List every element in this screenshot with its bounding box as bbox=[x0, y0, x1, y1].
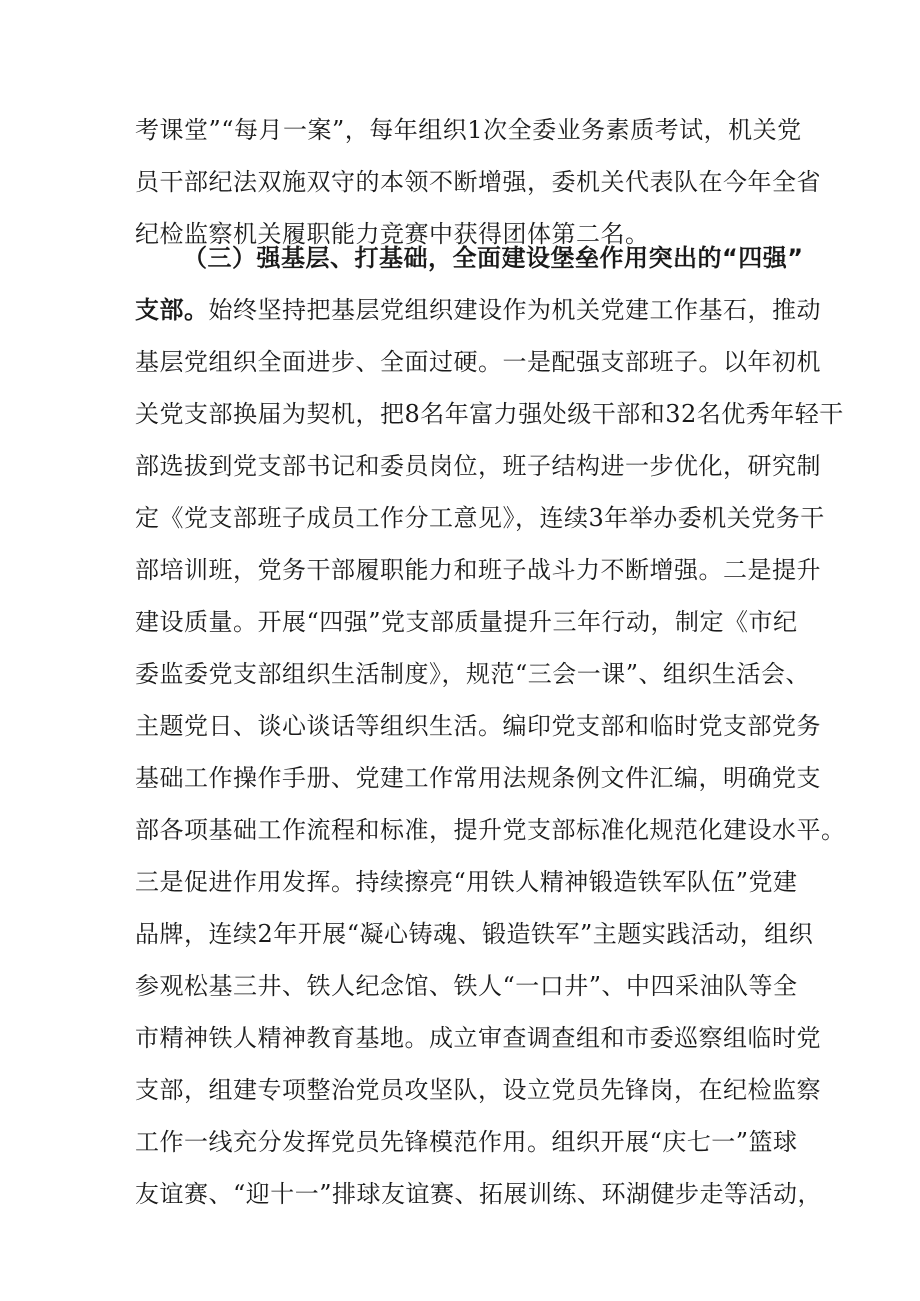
text-line: 基础工作操作手册、党建工作常用法规条例文件汇编，明确党支 bbox=[135, 764, 821, 792]
text-line: 部各项基础工作流程和标准，提升党支部标准化规范化建设水平。 bbox=[135, 816, 846, 844]
text-line: 三是促进作用发挥。持续擦亮“用铁人精神锻造铁军队伍”党建 bbox=[135, 868, 798, 896]
text-line: 市精神铁人精神教育基地。成立审查调查组和市委巡察组临时党 bbox=[135, 1024, 821, 1052]
text-line: 建设质量。开展“四强”党支部质量提升三年行动，制定《市纪 bbox=[135, 608, 798, 636]
section-heading-end: 支部。 bbox=[135, 296, 209, 324]
paragraph-section-three bbox=[135, 232, 846, 1220]
text-line: 定《党支部班子成员工作分工意见》，连续3年举办委机关党务干 bbox=[135, 504, 825, 532]
text-line: 员干部纪法双施双守的本领不断增强，委机关代表队在今年全省 bbox=[135, 168, 821, 196]
text-line: 友谊赛、“迎十一”排球友谊赛、拓展训练、环湖健步走等活动， bbox=[135, 1180, 823, 1208]
text-line: 支部，组建专项整治党员攻坚队，设立党员先锋岗，在纪检监察 bbox=[135, 1076, 821, 1104]
text-line: 主题党日、谈心谈话等组织生活。编印党支部和临时党支部党务 bbox=[135, 712, 821, 740]
text-line: 关党支部换届为契机，把8名年富力强处级干部和32名优秀年轻干 bbox=[135, 400, 844, 428]
section-heading: （三）强基层、打基础，全面建设堡垒作用突出的“四强” bbox=[183, 244, 804, 272]
text-line: 委监委党支部组织生活制度》，规范“三会一课”、组织生活会、 bbox=[135, 660, 811, 688]
text-line: 部选拔到党支部书记和委员岗位，班子结构进一步优化，研究制 bbox=[135, 452, 821, 480]
text-line: 工作一线充分发挥党员先锋模范作用。组织开展“庆七一”篮球 bbox=[135, 1128, 798, 1156]
text-line: 基层党组织全面进步、全面过硬。一是配强支部班子。以年初机 bbox=[135, 348, 821, 376]
text-line: 品牌，连续2年开展“凝心铸魂、锻造铁军”主题实践活动，组织 bbox=[135, 920, 814, 948]
text-line: 纪检监察机关履职能力竞赛中获得团体第二名。 bbox=[135, 220, 650, 248]
text-line: 部培训班，党务干部履职能力和班子战斗力不断增强。二是提升 bbox=[135, 556, 821, 584]
text-line: 参观松基三井、铁人纪念馆、铁人“一口井”、中四采油队等全 bbox=[135, 972, 798, 1000]
text-line bbox=[135, 284, 821, 336]
text-line-rest: 始终坚持把基层党组织建设作为机关党建工作基石，推动 bbox=[208, 296, 821, 324]
text-line: 考课堂”“每月一案”，每年组织1次全委业务素质考试，机关党 bbox=[135, 116, 802, 144]
